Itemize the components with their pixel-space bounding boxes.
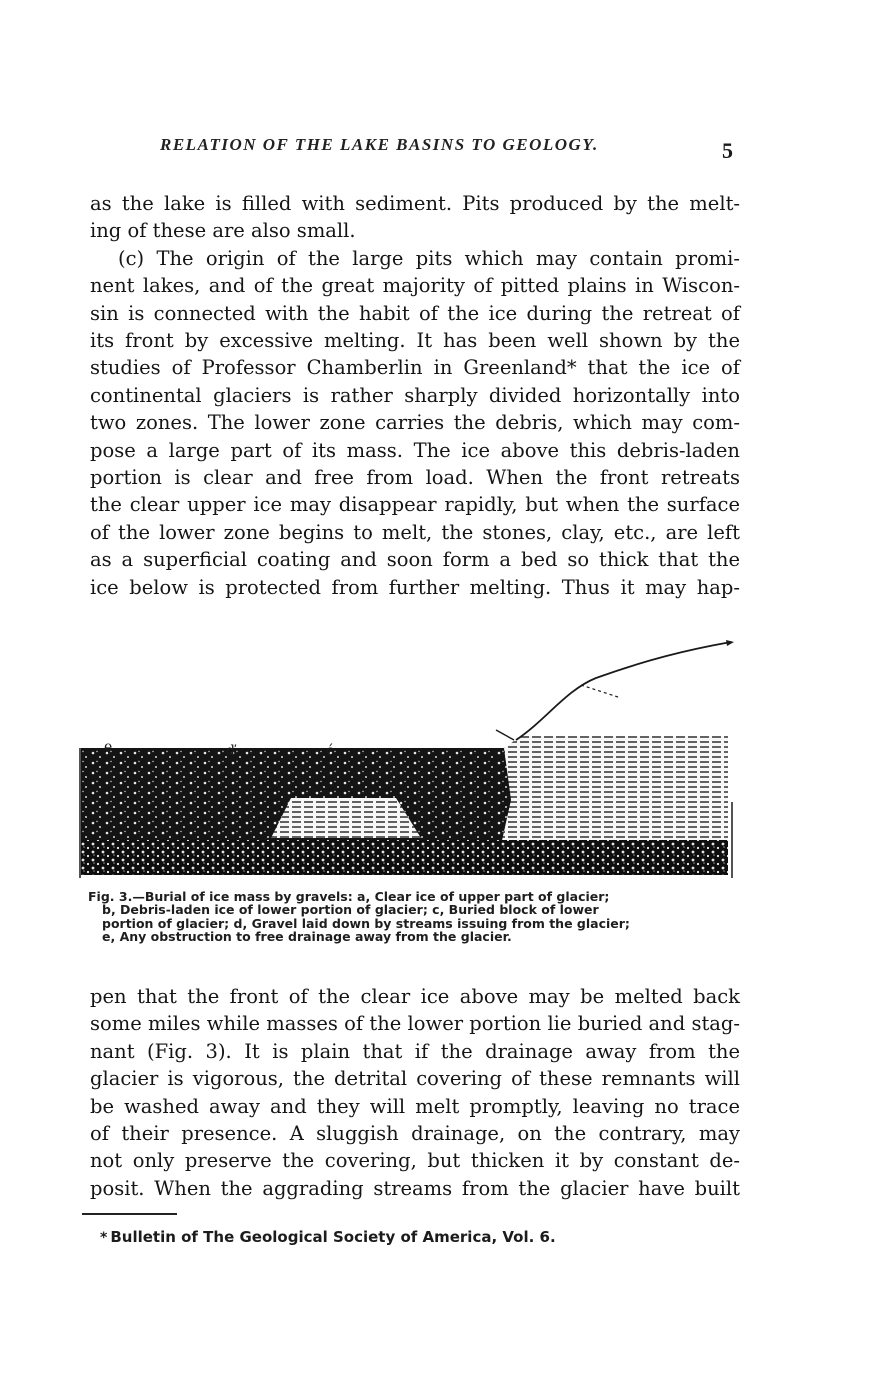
glacier-cross-section-figure <box>76 630 741 890</box>
text-line: some miles while masses of the lower portion lie buried and stag- <box>90 1012 740 1036</box>
text-line: of their presence. A sluggish drainage, on the contrary, may <box>90 1122 740 1146</box>
text-line: studies of Professor Chamberlin in Greenland* that the ice of <box>90 356 740 380</box>
text-line: nant (Fig. 3). It is plain that if the drainage away from the <box>90 1039 740 1063</box>
page-number: 5 <box>722 138 733 163</box>
running-title: RELATION OF THE LAKE BASINS TO GEOLOGY. <box>160 135 599 154</box>
caption-line: portion of glacier; d, Gravel laid down by streams issuing from the glacier; <box>102 915 630 931</box>
glacier-surface-line <box>516 642 731 740</box>
text-line: ice below is protected from further melting. Thus it may hap- <box>90 575 740 599</box>
text-line: portion is clear and free from load. When the front retreats <box>90 466 740 490</box>
clear-ice-upper-glacier <box>501 736 728 845</box>
text-line: its front by excessive melting. It has been well shown by the <box>90 329 740 353</box>
text-line: glacier is vigorous, the detrital covering of these remnants will <box>90 1067 740 1091</box>
text-line: continental glaciers is rather sharply divided horizontally into <box>90 383 740 407</box>
glacier-illustration <box>76 630 741 890</box>
text-line: as a superficial coating and soon form a bed so thick that the <box>90 548 740 572</box>
footnote-marker: * <box>100 1230 108 1246</box>
svg-text:ę: ę <box>104 739 113 755</box>
text-line: ing of these are also small. <box>90 219 356 243</box>
footnote-text: Bulletin of The Geological Society of America, Vol. 6. <box>110 1228 556 1246</box>
figure-caption <box>88 890 738 944</box>
text-line: posit. When the aggrading streams from the glacier have built <box>90 1176 740 1200</box>
text-line: two zones. The lower zone carries the debris, which may com- <box>90 411 740 435</box>
debris-laden-ice <box>81 840 728 875</box>
body-text-bottom <box>90 983 740 1202</box>
body-text-top <box>90 190 740 601</box>
text-line: be washed away and they will melt promptly, leaving no trace <box>90 1094 740 1118</box>
text-line: as the lake is filled with sediment. Pits produced by the melt- <box>90 192 740 215</box>
text-line: of the lower zone begins to melt, the stones, clay, etc., are left <box>90 520 740 544</box>
caption-line: b, Debris-laden ice of lower portion of glacier; c, Buried block of lower <box>102 902 599 918</box>
svg-text:ď: ď <box>226 743 235 759</box>
caption-line: e, Any obstruction to free drainage away from the glacier. <box>102 929 512 945</box>
caption-line: Fig. 3.—Burial of ice mass by gravels: a, Clear ice of upper part of glacier; <box>88 889 610 904</box>
svg-text:ć: ć <box>326 743 334 759</box>
glacier-surface-arrow <box>726 640 734 646</box>
text-line: (c) The origin of the large pits which may contain promi- <box>118 246 740 270</box>
text-line: nent lakes, and of the great majority of pitted plains in Wiscon- <box>90 274 740 298</box>
text-line: pen that the front of the clear ice above may be melted back <box>90 985 740 1008</box>
text-line: sin is connected with the habit of the ice during the retreat of <box>90 301 740 325</box>
text-line: not only preserve the covering, but thicken it by constant de- <box>90 1149 740 1173</box>
text-line: the clear upper ice may disappear rapidly, but when the surface <box>90 493 740 517</box>
buried-ice-block <box>271 798 421 838</box>
footnote-rule <box>82 1213 177 1215</box>
footnote <box>100 1228 556 1246</box>
text-line: pose a large part of its mass. The ice above this debris-laden <box>90 438 740 462</box>
